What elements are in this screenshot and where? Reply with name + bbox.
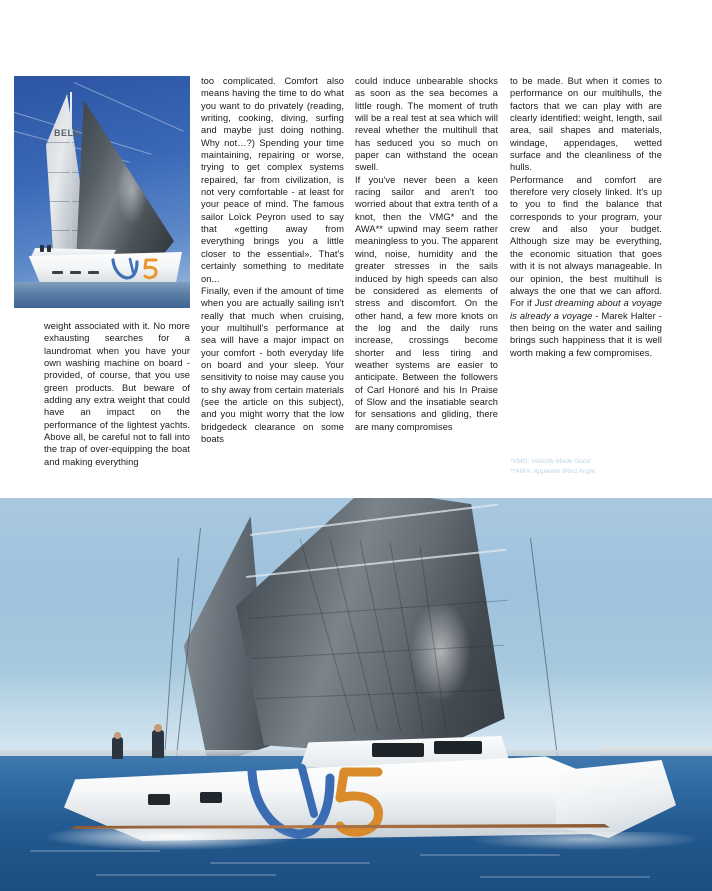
marek-halter-quote: Just dreaming about a voyage is already a voyage bbox=[510, 298, 662, 321]
paragraph: too complicated. Comfort also means having the time to do what you want to do privately (reading, writing, cooking, diving, surfing and maybe just doing nothing. Why not…?) Spending your time maintaining, repairing or worse, trying to get complex systems repaired, far from civilization, is not very comfortable - at least for your peace of mind. The famous sailor Loïck Peyron used to say that «getting away from everything brings you a little closer to the essential». That's certainly something to meditate on... bbox=[201, 76, 344, 284]
text-column-2 bbox=[201, 75, 344, 445]
hull-porthole bbox=[148, 794, 170, 805]
hull-porthole bbox=[200, 792, 222, 803]
wave-crest bbox=[30, 850, 160, 852]
crew-head bbox=[114, 732, 121, 739]
cabin-window bbox=[434, 741, 482, 754]
wave-crest bbox=[210, 862, 370, 864]
wave-crest bbox=[96, 874, 276, 876]
bow-wake bbox=[46, 828, 296, 850]
wave-crest bbox=[420, 854, 560, 856]
text-column-4 bbox=[510, 75, 662, 359]
footnotes-block bbox=[510, 457, 670, 476]
paragraph: to be made. But when it comes to performance on our multihulls, the factors that we can play with are clearly identified: weight, length, sail area, sail shapes and materials, windage, appendages, wetted surface and the cleanliness of the hulls. bbox=[510, 76, 662, 173]
crew-head bbox=[154, 724, 162, 732]
wave-crest bbox=[480, 876, 650, 878]
sail-insignia-text: BELE bbox=[54, 128, 81, 138]
cabin-window bbox=[372, 743, 424, 757]
paragraph: weight associated with it. No more exhausting searches for a laundromat when you have your own washing machine on board - provided, of course, that you use green products. But beware of adding any extra weight that could have an impact on the performance of the lightest yachts. Above all, be careful not to fall into the trap of over-equipping the boat and making everything bbox=[44, 321, 190, 467]
paragraph: Finally, even if the amount of time when you are actually sailing isn't really that much when cruising, your multihull's performance at sea will have a major impact on your comfort - both everyday life on board and your sleep. Your sensitivity to noise may cause you to shy away from certain materials (see the article on this subject), and you might worry that the low bridgedeck clearance on some boats bbox=[201, 285, 344, 444]
footnote-awa: **AWA: Apparent Wind Angle bbox=[510, 467, 596, 475]
paragraph-text-after-quote: - Marek Halter - then being on the water and sailing brings such happiness that it is well worth making a few compromises. bbox=[510, 310, 662, 358]
photo-catamaran-bow bbox=[0, 498, 712, 891]
bow-wake bbox=[470, 832, 700, 850]
crew-figure bbox=[112, 737, 123, 759]
text-column-3 bbox=[355, 75, 498, 433]
paragraph: If you've never been a keen racing sailor and aren't too worried about that extra tenth of a knot, then the VMG* and the AWA** upwind may seem rather meaningless to you. The apparent wind, noise, humidity and the greater stresses in the sails induced by high speeds can also be considered as elements of stress and discomfort. On the other hand, a few more knots on the log and the daily runs increase, crossings become shorter and less tiring and weather systems are easier to anticipate. Between the followers of Carl Honoré and his In Praise of Slow and the insatiable search for sensations and gliding, there are many compromises bbox=[355, 174, 498, 432]
crew-figure bbox=[152, 730, 164, 758]
paragraph-text-before-quote: Performance and comfort are therefore very closely linked. It's up to you to find the balance that corresponds to your program, your crew and also your budget. Although size may be everything, the economic situation that goes with it is not always manageable. In our opinion, the best multihull is always the one that we can afford. For if bbox=[510, 174, 662, 309]
text-column-1 bbox=[44, 320, 190, 468]
paragraph-with-quote bbox=[510, 174, 662, 359]
paragraph: could induce unbearable shocks as soon as the sea becomes a little rough. The moment of truth will be a real test at sea which will reveal whether the multihull that has seduced you so much on paper can withstand the ocean swell. bbox=[355, 76, 498, 173]
footnote-vmg: *VMG: Velocity Made Good bbox=[510, 458, 591, 465]
